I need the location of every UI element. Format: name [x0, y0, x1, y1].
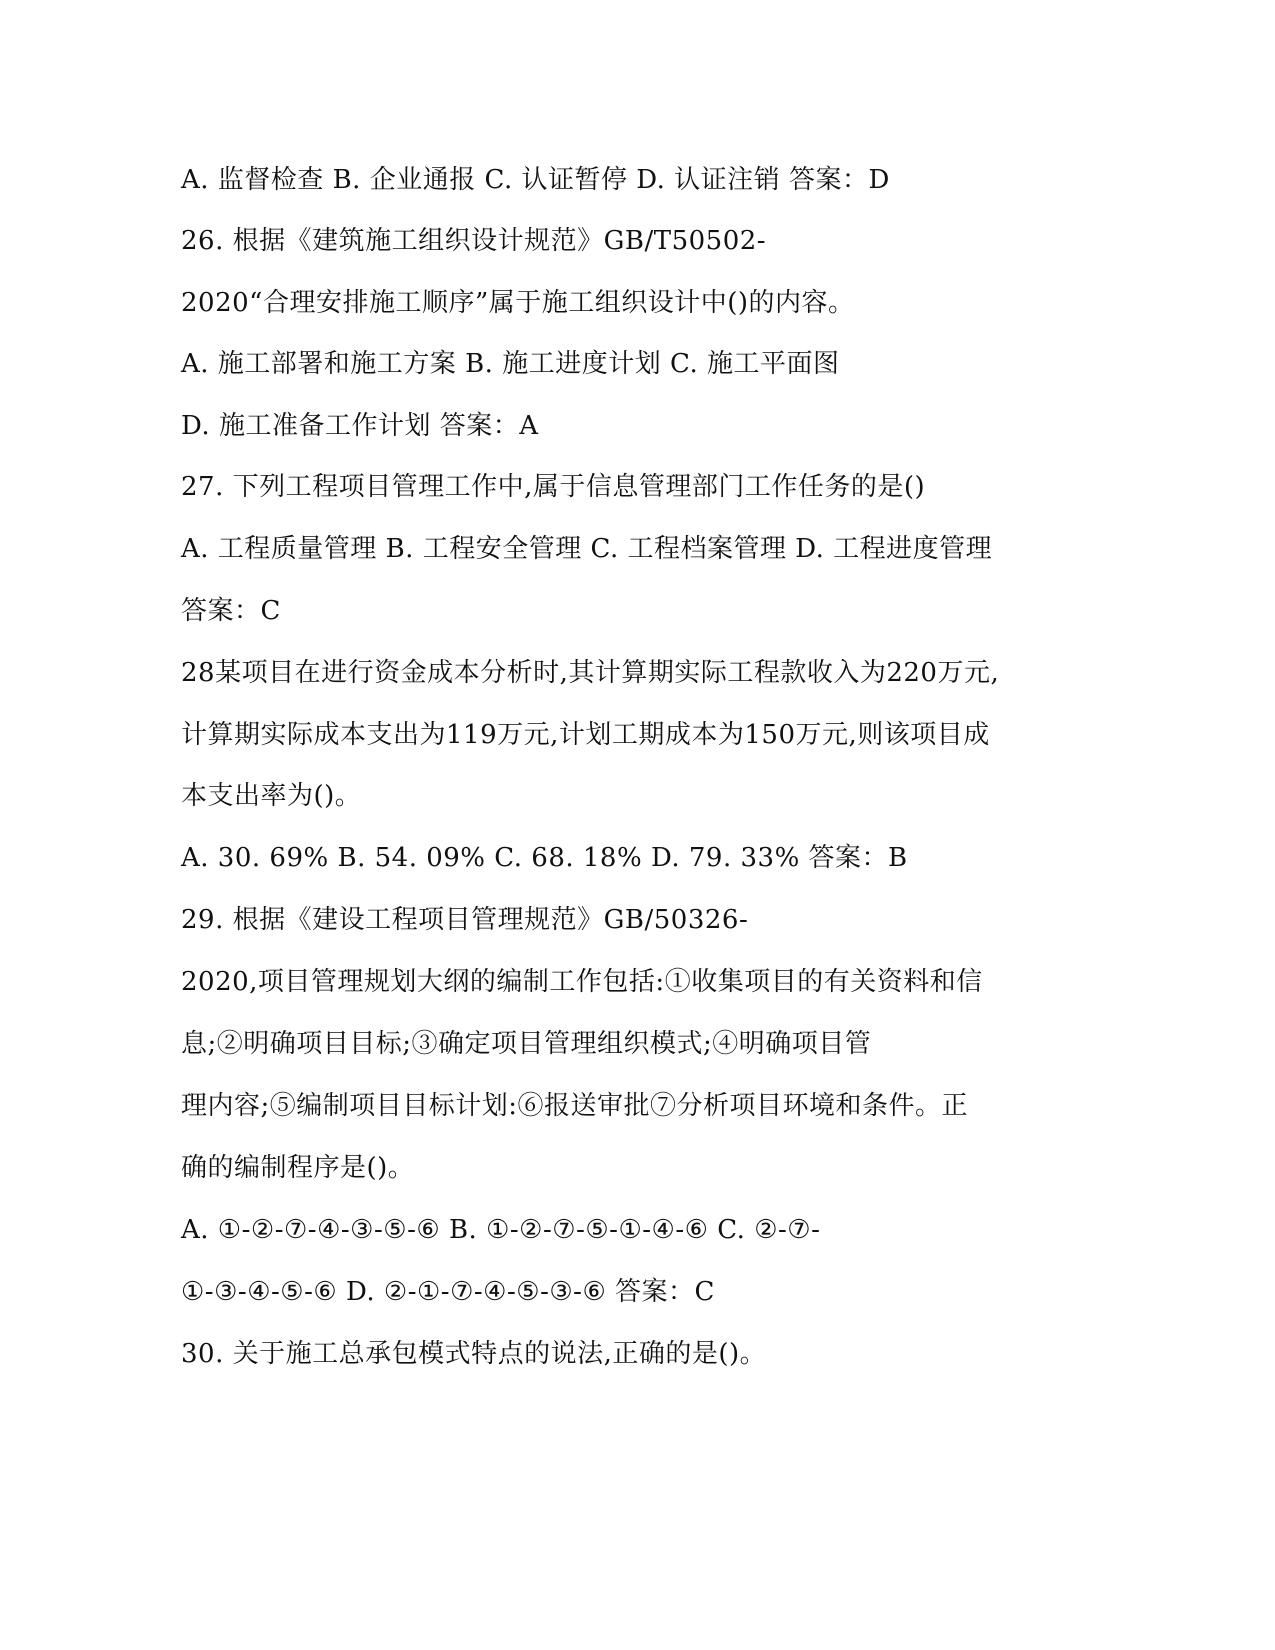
question-28-line-1: 28某项目在进行资金成本分析时,其计算期实际工程款收入为220万元,	[181, 658, 1000, 688]
question-29-line-1: 29. 根据《建设工程项目管理规范》GB/50326-	[181, 905, 749, 935]
options-line-q26: A. 施工部署和施工方案 B. 施工进度计划 C. 施工平面图	[181, 349, 840, 379]
options-answer-line-q29-2: ①-③-④-⑤-⑥ D. ②-①-⑦-④-⑤-③-⑥ 答案：C	[181, 1277, 715, 1307]
answer-line-q27: 答案：C	[181, 596, 281, 626]
answer-line-q26: D. 施工准备工作计划 答案：A	[181, 411, 539, 441]
question-29-line-2: 2020,项目管理规划大纲的编制工作包括:①收集项目的有关资料和信	[181, 967, 983, 997]
question-26-line-2: 2020“合理安排施工顺序”属于施工组织设计中()的内容。	[181, 288, 855, 318]
question-28-line-2: 计算期实际成本支出为119万元,计划工期成本为150万元,则该项目成	[181, 720, 990, 750]
question-28-line-3: 本支出率为()。	[181, 781, 362, 811]
options-line-q27: A. 工程质量管理 B. 工程安全管理 C. 工程档案管理 D. 工程进度管理	[181, 534, 993, 564]
question-26-line-1: 26. 根据《建筑施工组织设计规范》GB/T50502-	[181, 226, 767, 256]
question-30-line: 30. 关于施工总承包模式特点的说法,正确的是()。	[181, 1339, 767, 1369]
question-27-line: 27. 下列工程项目管理工作中,属于信息管理部门工作任务的是()	[181, 472, 926, 502]
question-29-line-5: 确的编制程序是()。	[181, 1153, 415, 1183]
options-line-q29-1: A. ①-②-⑦-④-③-⑤-⑥ B. ①-②-⑦-⑤-①-④-⑥ C. ②-⑦-	[181, 1215, 821, 1245]
options-answer-line-q28: A. 30. 69% B. 54. 09% C. 68. 18% D. 79. 33% 答案：B	[181, 843, 908, 873]
question-29-line-3: 息;②明确项目目标;③确定项目管理组织模式;④明确项目管	[181, 1029, 872, 1059]
question-29-line-4: 理内容;⑤编制项目目标计划:⑥报送审批⑦分析项目环境和条件。正	[181, 1091, 969, 1121]
answer-line-q25: A. 监督检查 B. 企业通报 C. 认证暂停 D. 认证注销 答案：D	[181, 165, 890, 195]
